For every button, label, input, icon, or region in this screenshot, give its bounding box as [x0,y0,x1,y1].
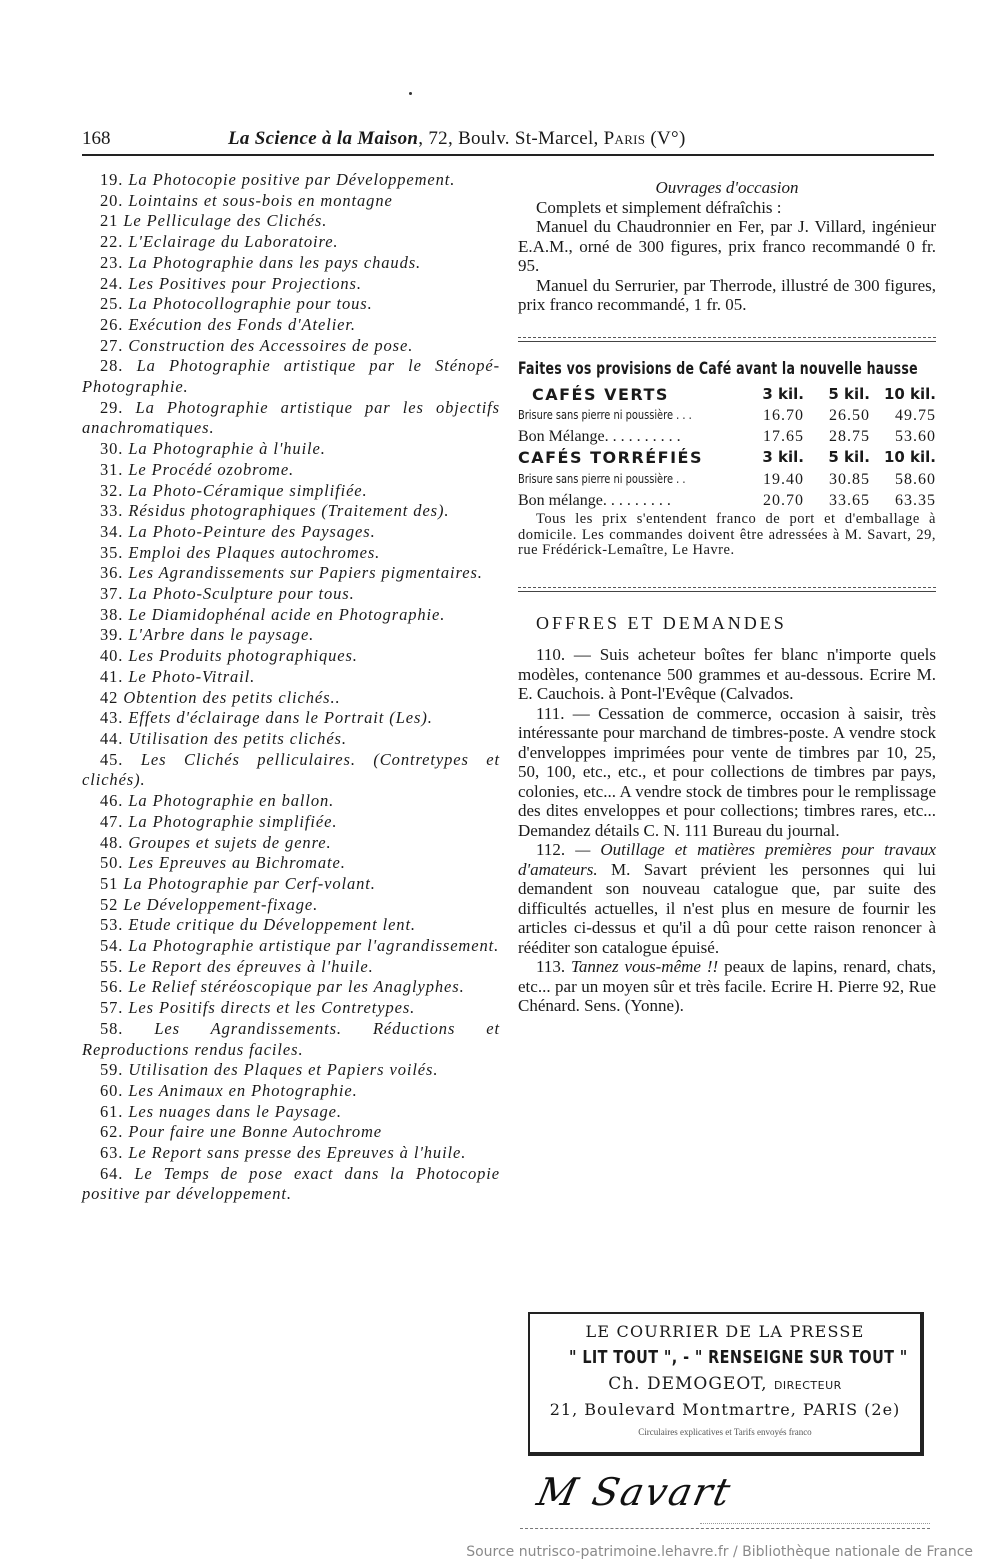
journal-city: Paris [603,128,646,149]
brochure-number: 57. [100,998,124,1018]
brochure-title: Les Clichés pelliculaires. (Contretypes et clichés). [82,749,500,790]
cafe-price: 17.65 [763,428,804,445]
brochure-title: Obtention des petits clichés.. [123,687,341,707]
brochure-number: 29. [100,397,124,417]
cafe-price: 49.75 [895,407,936,424]
brochure-number: 25. [100,294,124,314]
brochure-title: La Photographie artistique par l'agrandissement. [128,936,500,956]
cafe-product-cell [518,426,738,447]
brochure-title: La Photocollographie pour tous. [128,294,373,314]
brochure-number: 34. [100,521,124,541]
brochure-item [82,584,500,605]
cafe-product-cell [518,468,738,490]
brochure-number: 61. [100,1101,124,1121]
brochure-title: L'Eclairage du Laboratoire. [128,232,339,252]
source-credit: Source nutrisco-patrimoine.lehavre.fr / Bibliothèque nationale de France [466,1544,973,1560]
brochure-title: La Photographie en ballon. [128,791,335,811]
brochure-number: 41. [100,666,124,686]
brochure-item [82,336,500,357]
cafe-row [518,426,936,447]
brochure-item [82,625,500,646]
brochure-item [82,667,500,688]
brochure-item [82,895,500,916]
brochure-number: 20. [100,190,124,210]
brochure-title: Effets d'éclairage dans le Portrait (Les). [128,708,433,728]
brochure-title: La Photo-Céramique simplifiée. [128,480,368,500]
cafe-section-header [518,447,936,468]
brochure-item [82,191,500,212]
brochure-item [82,232,500,253]
brochure-title: Les Positifs directs et les Contretypes. [128,998,416,1018]
brochure-title: La Photo-Peinture des Paysages. [128,521,376,541]
brochure-number: 31. [100,459,124,479]
ouvrages-item: Manuel du Serrurier, par Therrode, illustré de 300 figures, prix franco recommandé, 1 fr. 05. [518,275,936,314]
brochure-number: 26. [100,314,124,334]
brochure-number: 46. [100,791,124,811]
classified-ad [518,840,936,957]
cafe-price: 19.40 [763,470,804,488]
brochure-item [82,1102,500,1123]
brochure-number: 54. [100,936,124,956]
brochure-item [82,708,500,729]
cafe-product: Brisure sans pierre ni poussière . . . [518,408,692,422]
brochure-title: Emploi des Plaques autochromes. [128,542,381,562]
brochure-number: 44. [100,728,124,748]
brochure-title: Les Agrandissements. Réductions et Reproductions rendus faciles. [82,1018,500,1059]
brochure-item [82,729,500,750]
brochure-title: La Photographie simplifiée. [128,811,338,831]
brochure-number: 56. [100,977,124,997]
brochure-title: Le Développement-fixage. [123,894,319,914]
brochure-item [82,1122,500,1143]
brochure-title: Pour faire une Bonne Autochrome [128,1122,383,1142]
brochure-item [82,543,500,564]
brochure-item [82,439,500,460]
brochure-title: Le Procédé ozobrome. [128,459,295,479]
brochure-number: 43. [100,708,124,728]
handwritten-signature [530,1468,830,1528]
ouvrages-intro: Complets et simplement défraîchis : [536,197,782,217]
cafe-price-table [518,383,936,510]
brochure-title: Utilisation des Plaques et Papiers voilés. [128,1060,439,1080]
courrier-note: Circulaires explicatives et Tarifs envoyés franco [638,1427,812,1437]
brochure-number: 37. [100,584,124,604]
brochure-number: 38. [100,604,124,624]
cafe-product-cell [518,489,738,510]
cafe-row [518,404,936,426]
director-role: DIRECTEUR [773,1379,842,1392]
brochure-title: La Photographie artistique par le Sténopé-Photographie. [82,356,500,397]
brochure-number: 22. [100,232,124,252]
running-title [228,128,686,150]
cafe-product-cell [518,404,738,426]
brochure-title: Le Relief stéréoscopique par les Anaglyphes. [128,977,465,997]
brochure-item [82,646,500,667]
brochure-title: La Photographie à l'huile. [128,439,326,459]
brochure-title: Les Agrandissements sur Papiers pigmentaires. [128,563,483,583]
cafe-price: 30.85 [829,470,870,488]
brochure-item [82,460,500,481]
brochure-number: 58. [100,1018,124,1038]
ink-speck [409,92,412,95]
brochure-item [82,853,500,874]
director-name: Ch. DEMOGEOT, [608,1374,768,1394]
cafe-weight-column: 3 kil. [762,448,804,466]
brochure-number: 39. [100,625,124,645]
brochure-number: 30. [100,439,124,459]
brochure-item [82,274,500,295]
brochure-number: 64. [100,1163,124,1183]
cafe-section-title: CAFÉS TORRÉFIÉS [518,448,703,467]
brochure-title: La Photo-Sculpture pour tous. [128,584,355,604]
cafe-price: 58.60 [895,470,936,488]
brochure-item [82,812,500,833]
brochure-item [82,211,500,232]
classified-ads [518,645,936,1016]
courrier-advert [528,1312,924,1456]
page-header [82,128,934,156]
courrier-address: 21, Boulevard Montmartre, PARIS (2e) [549,1400,901,1419]
brochure-item [82,833,500,854]
brochure-item [82,605,500,626]
courrier-slogan: " LIT TOUT ", - " RENSEIGNE SUR TOUT " [569,1347,908,1368]
brochure-number: 19. [100,170,124,189]
journal-district: (V°) [645,128,686,149]
cafe-price: 63.35 [895,491,936,509]
cafe-headline: Faites vos provisions de Café avant la nouvelle hausse [518,358,918,379]
scan-artifact [700,1523,930,1527]
brochure-number: 59. [100,1060,124,1080]
cafe-price: 20.70 [763,491,804,509]
ad-number: 113. [536,957,566,976]
brochure-title: Construction des Accessoires de pose. [128,335,414,355]
ad-number: 112. [536,840,566,859]
cafe-note: Tous les prix s'entendent franco de port et d'emballage à domicile. Les commandes doivent être adressées à M. Savart, 29, rue Frédérick-Lemaître, Le Havre. [518,511,936,558]
brochure-number: 53. [100,915,124,935]
brochure-title: La Photocopie positive par Développement. [128,170,456,189]
brochure-title: Le Diamidophénal acide en Photographie. [128,604,446,624]
ad-heading: Tannez vous-même !! [565,957,719,976]
cafe-section-title: CAFÉS VERTS [532,384,669,404]
brochure-title: L'Arbre dans le paysage. [128,625,315,645]
brochure-number: 33. [100,501,124,521]
brochure-number: 24. [100,273,124,293]
brochure-item [82,915,500,936]
brochure-item [82,874,500,895]
brochure-title: Utilisation des petits clichés. [128,728,347,748]
cafe-weight-column: 10 kil. [883,384,936,403]
signature-text: M Savart [533,1470,736,1514]
brochure-item [82,170,500,191]
courrier-director [530,1374,920,1394]
brochure-number: 51 [100,873,119,893]
brochure-number: 27. [100,335,124,355]
brochure-number: 36. [100,563,124,583]
journal-address: , 72, Boulv. St-Marcel, [418,128,604,149]
brochure-title: La Photographie dans les pays chauds. [128,252,422,272]
brochure-item [82,688,500,709]
brochure-title: Les Produits photographiques. [128,646,358,666]
brochure-item [82,1164,500,1205]
brochure-item [82,1060,500,1081]
brochure-number: 45. [100,749,124,769]
brochure-item [82,1081,500,1102]
brochure-number: 47. [100,811,124,831]
ad-text: peaux de lapins, renard, chats, etc... par un moyen sûr et très facile. Ecrire H. Pierre 92, Rue Chénard. Sens. (Yonne). [518,957,936,1015]
brochure-number: 50. [100,853,124,873]
cafe-price: 28.75 [829,428,870,445]
brochure-item [82,1143,500,1164]
brochure-title: Le Pelliculage des Clichés. [123,211,328,231]
brochure-item [82,501,500,522]
brochure-title: Etude critique du Développement lent. [128,915,416,935]
brochure-title: Lointains et sous-bois en montagne [128,190,393,210]
brochure-number: 40. [100,646,124,666]
cafe-weight-column: 5 kil. [828,384,870,403]
classified-ad [518,704,936,841]
brochure-item [82,750,500,791]
brochure-title: Le Report des épreuves à l'huile. [128,956,374,976]
cafe-price: 53.60 [895,428,936,445]
brochure-item [82,522,500,543]
brochure-item [82,998,500,1019]
brochure-item [82,1019,500,1060]
courrier-title: LE COURRIER DE LA PRESSE [585,1322,865,1341]
brochure-item [82,356,500,397]
scan-artifact [520,1528,930,1533]
brochure-title: Les nuages dans le Paysage. [128,1101,342,1121]
brochure-number: 60. [100,1080,124,1100]
classified-ad [518,957,936,1016]
brochure-title: Groupes et sujets de genre. [128,832,332,852]
cafe-price: 16.70 [763,407,804,424]
brochure-title: Le Report sans presse des Epreuves à l'huile. [128,1143,467,1163]
cafe-product: Brisure sans pierre ni poussière . . [518,471,686,486]
ouvrages-title: Ouvrages d'occasion [655,178,799,197]
cafe-weight-column: 5 kil. [828,448,870,466]
classified-ad [518,645,936,704]
brochure-number: 55. [100,956,124,976]
brochure-item [82,253,500,274]
brochure-number: 21 [100,211,119,231]
brochure-title: Les Animaux en Photographie. [128,1080,358,1100]
brochure-item [82,398,500,439]
cafe-price: 26.50 [829,407,870,424]
brochure-number: 42 [100,687,119,707]
cafe-weight-column: 3 kil. [762,384,804,403]
journal-name: La Science à la Maison [228,128,419,149]
cafe-row [518,489,936,510]
cafe-section-header [518,383,936,404]
brochure-item [82,936,500,957]
brochure-title: Exécution des Fonds d'Atelier. [128,314,356,334]
brochure-item [82,957,500,978]
brochure-number: 52 [100,894,119,914]
cafe-product: Bon Mélange. . . . . . . . . . [518,428,681,445]
ad-text: — Suis acheteur boîtes fer blanc n'importe quels modèles, contenance 500 grammes et au-dessous. Ecrire M. E. Cauchois. à Pont-l'Evêque (Calvados. [518,645,936,703]
brochure-item [82,563,500,584]
ad-text: M. Savart prévient les personnes qui lui demandent son nouveau catalogue que, par suite des difficultés actuelles, il n'est plus en mesure de fournir les articles ci-dessus et qu'il a dû pour cette raison renoncer à rééditer son catalogue épuisé. [518,859,936,957]
offres-title: OFFRES ET DEMANDES [536,612,787,633]
brochure-title: La Photographie par Cerf-volant. [123,873,376,893]
brochure-title: Le Photo-Vitrail. [128,666,256,686]
brochure-number: 23. [100,252,124,272]
ouvrages-item: Manuel du Chaudronnier en Fer, par J. Villard, ingénieur E.A.M., orné de 300 figures, prix franco recommandé 0 fr. 95. [518,217,936,275]
cafe-row [518,468,936,490]
brochure-item [82,481,500,502]
cafe-price: 33.65 [829,491,870,509]
brochure-title: Résidus photographiques (Traitement des). [128,501,450,521]
brochure-item [82,315,500,336]
brochure-number: 48. [100,832,124,852]
right-column [518,178,936,1016]
brochure-title: Le Temps de pose exact dans la Photocopie positive par développement. [82,1163,500,1204]
brochure-title: Les Positives pour Projections. [128,273,362,293]
brochure-title: Les Epreuves au Bichromate. [128,853,346,873]
brochure-number: 62. [100,1122,124,1142]
brochure-item [82,294,500,315]
ad-text: — Cessation de commerce, occasion à saisir, très intéressante pour marchand de timbres-poste. A vendre stock d'enveloppes imprimées pour vente de timbres par 10, 25, 50, 100, etc., etc., et pour collections de timbres par pays, colonies, etc... A vendre stock de timbres pour le remplissage des dites enveloppes et pour collections; timbres rares, etc... Demandez détails C. N. 111 Bureau du journal. [518,703,936,840]
page-number: 168 [82,128,111,149]
brochure-number: 35. [100,542,124,562]
brochure-list [82,170,500,1205]
cafe-product: Bon mélange. . . . . . . . . [518,491,671,509]
brochure-number: 63. [100,1143,124,1163]
brochure-item [82,977,500,998]
ad-number: 110. [536,645,566,664]
cafe-weight-column: 10 kil. [883,448,936,466]
brochure-number: 32. [100,480,124,500]
ad-number: 111. [536,703,565,723]
ad-heading: — Outillage et matières premières pour travaux d'amateurs. [518,840,936,879]
brochure-title: La Photographie artistique par les objectifs anachromatiques. [82,397,500,438]
brochure-number: 28. [100,356,124,376]
brochure-item [82,791,500,812]
